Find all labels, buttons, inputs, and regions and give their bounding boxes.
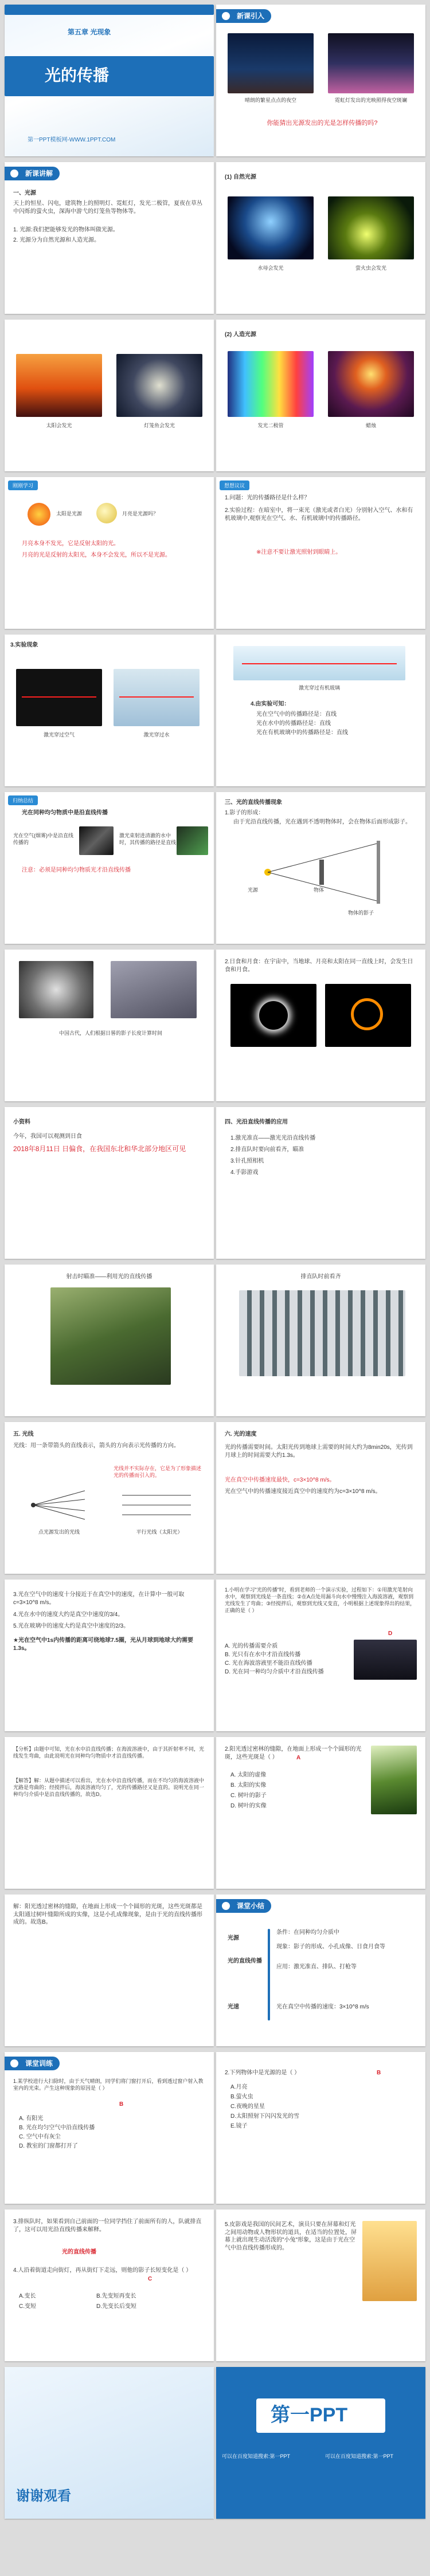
question-3: 3.排纵队时，如果看到自己前面的一位同学挡住了前面所有的人，队就排直了，这可以用光沿直线传播来解释。: [13, 2219, 202, 2233]
application-1: 1.激光准直——激光光沿直线传播: [230, 1135, 316, 1141]
caption-1: 点光源发出的光线: [38, 1529, 80, 1535]
slide-24: [216, 1737, 425, 1889]
label-moon: 月亮是光源吗？: [122, 511, 159, 517]
slide-14: [216, 950, 425, 1101]
paragraph-2: 1. 光源:我们把能够发光的物体叫做光源。: [13, 227, 119, 233]
slide-23: [5, 1737, 214, 1889]
point-4: 4.光在水中的速度大约是真空中速度的3/4。: [13, 1612, 124, 1618]
note: 注意：必须是同种均匀物质光才沿直线传播: [22, 867, 131, 873]
point-source-diagram: [22, 1488, 91, 1522]
question: 2.下列物体中是光源的是（ ）: [225, 2070, 300, 2076]
tag: 刚刚学习: [8, 480, 38, 490]
brand-logo-text: 第一PPT: [271, 2404, 348, 2426]
shadow-screen: [377, 841, 380, 904]
note: 光线并不实际存在，它是为了形象描述光的传播而引入的。: [114, 1466, 202, 1479]
section-header: 新课讲解: [5, 167, 60, 180]
slide-27: [5, 2052, 214, 2204]
slide-17: [5, 1265, 214, 1416]
label-speed: 光速: [228, 2004, 239, 2010]
sundial-image-2: [111, 961, 197, 1018]
slide-11: [5, 792, 214, 944]
slide-5: [5, 320, 214, 471]
question-4: 4.人沿着街道走向街灯，再从街灯下走远，则他的影子长短变化是（ ）: [13, 2267, 192, 2274]
caption: 激光穿过有机玻璃: [298, 685, 340, 691]
question-5: 5.皮影戏是我国的民间艺术，演员只要在屏幕和灯光之间用动物或人物形状的道具，在适当的位置处，屏幕上就出现生动活泼的"小兔"形象，这是由于光在空气中沿直线传播形成的。: [225, 2221, 357, 2251]
footer-text: 第一PPT模板网-WWW.1PPT.COM: [28, 137, 116, 143]
firefly-image: [328, 196, 414, 259]
paragraph-1: 今年，我国可以观测到日食: [13, 1133, 82, 1140]
subsection-title: (2) 人造光源: [225, 332, 256, 338]
slide-20: [216, 1422, 425, 1574]
caption-1: 晴朗的繁星点点的夜空: [244, 97, 296, 103]
paragraph-1: 月亮本身不发光，它是反射太阳的光。: [22, 541, 119, 547]
soldiers-lineup-image: [239, 1290, 405, 1376]
laser-air-image: [16, 669, 102, 726]
slide-26: [216, 1894, 425, 2046]
option-d: D. 光在同一种均匀介质中才沿直线传播: [225, 1669, 324, 1675]
section-header: 课堂训练: [5, 2057, 60, 2070]
subsection-title: (1) 自然光源: [225, 174, 256, 180]
answer-4: C: [148, 2276, 153, 2282]
answer: D: [388, 1630, 393, 1637]
slide-title: 射击时瞄准——利用光的直线传播: [66, 1274, 153, 1280]
solution: 解：阳光透过密林的缝隙，在地面上形成一个个圆形的光斑，这些光斑都是太阳通过树叶缝隙所成的实像，这是小孔成像现象，是由于光的直线传播形成的。故选B。: [13, 1904, 202, 1925]
slide-4: [216, 162, 425, 314]
slide-29: [5, 2209, 214, 2361]
sunset-image: [16, 354, 102, 417]
footer-line-1: 可以在百度知道搜索:第一PPT: [222, 2453, 291, 2459]
slide-title: 3.实验现象: [10, 642, 38, 648]
option-d: D. 教室的门窗都打开了: [19, 2143, 78, 2149]
option-c: C.变短: [19, 2303, 36, 2310]
question-1: 1.问题：光的传播路径是什么样？: [225, 495, 310, 501]
slide-title: 光的传播: [45, 66, 110, 84]
point-5: 5.光在玻璃中的速度大约是真空中速度的2/3。: [13, 1623, 130, 1629]
slide-28: [216, 2052, 425, 2204]
caption-2: 平行光线（太阳光）: [136, 1529, 183, 1535]
paragraph-2: 光在真空中传播速度最快，c=3×10^8 m/s。: [225, 1477, 335, 1483]
summary-speed: 光在真空中传播的速度：3×10^8 m/s: [276, 2004, 369, 2010]
paragraph-2: 月亮的光是反射的太阳光，本身不会发光，所以不是光源。: [22, 552, 171, 558]
moon-icon: [96, 503, 117, 523]
starry-sky-image: [228, 33, 314, 93]
option-c: C. 光在海波溶液里不能沿直线传播: [225, 1660, 312, 1667]
option-b: B. 光在均匀空气中沿直线传播: [19, 2125, 95, 2131]
summary-application: 应用：激光准直、排队、打枪等: [276, 1964, 357, 1970]
caption-1: 激光穿过空气: [43, 732, 75, 738]
jellyfish-image: [228, 196, 314, 259]
answer: B: [377, 2070, 381, 2076]
option-a: A. 光的传播需要介质: [225, 1643, 278, 1649]
option-c: C.夜晚的星星: [230, 2104, 265, 2110]
chapter-label: 第五章 光现象: [68, 28, 111, 36]
summary-condition: 条件：在同种均匀介质中: [276, 1929, 339, 1936]
laser-glass-image: [233, 646, 405, 680]
slide-1: [5, 5, 214, 156]
slide-22: [216, 1580, 425, 1731]
option-a: A.月亮: [230, 2084, 248, 2090]
slide-title: 六. 光的速度: [225, 1431, 257, 1437]
slide-30: [216, 2209, 425, 2361]
option-b: B. 太阳的实像: [230, 1782, 267, 1789]
paragraph: 2.日食和月食：在宇宙中，当地球、月亮和太阳在同一直线上时，会发生日食和月食。: [225, 959, 413, 973]
caption-1: 水母会发光: [257, 265, 284, 271]
slide-25: [5, 1894, 214, 2046]
slide-title: 四、光沿直线传播的应用: [225, 1119, 288, 1125]
point-3: 3.光在空气中的速度十分接近于在真空中的速度，在计算中一般可取 c=3×10^8 m/s。: [13, 1592, 185, 1606]
point-text: 由于光沿直线传播，光在遇到不透明物体时，会在物体后面形成影子。: [233, 819, 411, 825]
question-2: 2.实验过程：在暗室中，将一束光（激光或者白光）分别射入空气、水和有机玻璃中,观察光在空气、水、有机玻璃中的传播路径。: [225, 507, 413, 522]
caption-2: 萤火虫会发光: [355, 265, 386, 271]
caption: 中国古代，人们根据日晷的影子长度计算时间: [58, 1030, 162, 1036]
label-source: 光源: [248, 887, 259, 893]
question: 2.阳光透过密林的缝隙，在地面上形成一个个圆形的光斑，这些光斑是（ ）: [225, 1746, 362, 1760]
caption-2: 霓虹灯发出的光映照得夜空斑斓: [334, 97, 407, 103]
solution: 【解答】解：从题中描述可以看出，光在水中沿直线传播，而在不均匀的海波溶液中光路是弯曲的；经搅拌后，海波溶液均匀了，光的传播路径又是直的。说明光在同一种均匀介质中是沿直线传播的，故选D。: [13, 1778, 205, 1798]
laser-water-image: [114, 669, 200, 726]
option-c: C. 空气中有灰尘: [19, 2134, 61, 2140]
paragraph-1: 光的传播需要时间。太阳光传到地球上需要的时间大约为8min20s，光传到月球上的时间需要大约1.3s。: [225, 1444, 413, 1459]
slide-13: [5, 950, 214, 1101]
label-source: 光源: [228, 1935, 239, 1941]
smoke-light-image: [79, 826, 114, 855]
caption-2: 蜡烛: [365, 423, 376, 428]
soldier-aiming-image: [50, 1287, 171, 1385]
slide-title: 排直队时前看齐: [300, 1274, 341, 1280]
result-title: 4.由实验可知：: [251, 701, 290, 707]
led-image: [228, 351, 314, 417]
slide-3: [5, 162, 214, 314]
footer-line-2: 可以在百度知道搜索:第一PPT: [325, 2453, 394, 2459]
slide-15: [5, 1107, 214, 1259]
parallel-rays-diagram: [119, 1491, 194, 1519]
option-a: A.变长: [19, 2293, 36, 2299]
slide-16: [216, 1107, 425, 1259]
label-sun: 太阳是光源: [56, 511, 83, 517]
application-3: 3.针孔照相机: [230, 1158, 264, 1164]
slide-7: [5, 477, 214, 629]
result-2: 光在水中的传播路径是：直线: [256, 720, 331, 727]
laser-water-image: [177, 826, 208, 855]
slide-8: [216, 477, 425, 629]
shadow-diagram: [239, 838, 405, 907]
option-b: B.萤火虫: [230, 2094, 253, 2100]
question: 1.某学校进行大扫除时，由于天气晴朗，同学们将门窗打开后，看到透过窗户射入教室内的光束。产生这种现象的原因是（ ）: [13, 2078, 204, 2091]
question-text: 你能猜出光源发出的光是怎样传播的吗?: [267, 120, 378, 127]
option-d: D. 树叶的实像: [230, 1803, 267, 1809]
experiment-image: [354, 1640, 417, 1680]
caption-1: 太阳会发光: [46, 423, 72, 428]
option-b: B.先变短再变长: [96, 2293, 136, 2299]
case-1: 光在空气(烟雾)中是沿直线传播的: [13, 833, 73, 846]
option-c: C. 树叶的影子: [230, 1793, 267, 1799]
paragraph-1: 天上的恒星、闪电，建筑物上的照明灯、霓虹灯，发光二极管，夏夜在草丛中闪烁的萤火虫，深海中游弋的灯笼鱼等物体等。: [13, 200, 202, 215]
point-title: 1.影子的形成：: [225, 810, 264, 816]
label-shadow: 物体的影子: [348, 910, 374, 916]
definition: 光线：用一条带箭头的直线表示，箭头的方向表示光传播的方向。: [13, 1443, 179, 1449]
answer: B: [119, 2101, 124, 2108]
slide-19: [5, 1422, 214, 1574]
summary-phenomenon: 现象：影子的形成、小孔成像、日食月食等: [276, 1944, 385, 1950]
option-d: D.先变长后变短: [96, 2303, 136, 2310]
answer: A: [296, 1755, 301, 1761]
slide-10: [216, 635, 425, 786]
lanternfish-image: [116, 354, 202, 417]
slide-21: [5, 1580, 214, 1731]
caption-1: 发光二极管: [257, 423, 284, 428]
paragraph-3: 2. 光源分为自然光源和人造光源。: [13, 237, 100, 243]
option-b: B. 光只有在水中才沿直线传播: [225, 1652, 301, 1658]
forest-light-image: [371, 1746, 417, 1814]
slide-6: [216, 320, 425, 471]
application-2: 2.排直队时要向前看齐，瞄准: [230, 1147, 304, 1153]
sun-icon: [28, 503, 50, 526]
paragraph-3: 光在空气中的传播速度接近真空中的速度约为c=3×10^8 m/s。: [225, 1488, 381, 1495]
answer-3: 光的直线传播: [62, 2249, 96, 2255]
option-a: A. 太阳的虚像: [230, 1772, 267, 1778]
sundial-image-1: [19, 961, 93, 1018]
question: 1.小明在学习"光的传播"时，看到老师的一个演示实验，过程如下：①用激光笔射向水中，观察到光线是一条直线；②在A点处用漏斗向水中慢慢注入海波溶液，观察到光线发生了弯曲；③经搅拌后，观察到光线又变直，小明根据上述现象得出的结果，正确的是（ ）: [225, 1587, 416, 1614]
candle-image: [328, 351, 414, 417]
section-header: 课堂小结: [216, 1899, 271, 1913]
application-4: 4.手影游戏: [230, 1169, 259, 1176]
bracket: [268, 1929, 270, 2020]
label-object: 物体: [314, 887, 325, 893]
slide-12: [216, 792, 425, 944]
slide-title: 五. 光线: [13, 1431, 34, 1437]
option-e: E.镜子: [230, 2123, 248, 2129]
analysis: 【分析】由题中可知，光在水中沿直线传播；在海波溶液中，由于其折射率不同，光线发生弯曲，由此说明光在同种均匀物质中才沿直线传播。: [13, 1746, 205, 1759]
safety-note: ※注意不要让激光照射到眼睛上。: [256, 549, 342, 556]
slide-9: [5, 635, 214, 786]
object-block: [319, 860, 324, 885]
neon-city-image: [328, 33, 414, 93]
section-header: 新课引入: [216, 9, 271, 23]
shadow-play-image: [362, 2221, 417, 2301]
slide-32: [216, 2367, 425, 2519]
slide-18: [216, 1265, 425, 1416]
result-3: 光在有机玻璃中的传播路径是：直线: [256, 730, 348, 736]
slide-31: [5, 2367, 214, 2519]
annular-eclipse-image: [325, 984, 411, 1047]
option-a: A. 有阳光: [19, 2116, 44, 2122]
solar-eclipse-image: [230, 984, 316, 1047]
result-1: 光在空气中的传播路径是：直线: [256, 711, 337, 718]
point-fact: ★光在空气中1s内传播的距离可绕地球7.5圈，光从月球到地球大约需要1.3s。: [13, 1637, 193, 1652]
conclusion: 光在同种均匀物质中是沿直线传播: [22, 810, 108, 816]
thanks-title: 谢谢观看: [16, 2488, 71, 2504]
caption-2: 激光穿过水: [143, 732, 170, 738]
caption-2: 灯笼鱼会发光: [143, 423, 175, 428]
label-propagation: 光的直线传播: [228, 1958, 262, 1964]
section-title: 一、光源: [13, 190, 36, 196]
tag: 归纳总结: [8, 795, 38, 805]
tag: 想想议议: [220, 480, 249, 490]
slide-title: 三、光的直线传播现象: [225, 799, 282, 806]
option-d: D.太阳照射下闪闪发光的雪: [230, 2113, 299, 2120]
slide-2: [216, 5, 425, 156]
case-2: 激光束射进清澈的水中时，其传播的路径是直线: [119, 833, 177, 846]
slide-title: 小资料: [13, 1119, 30, 1125]
paragraph-2: 2018年8月11日 日偏食，在我国东北和华北部分地区可见: [13, 1145, 186, 1153]
